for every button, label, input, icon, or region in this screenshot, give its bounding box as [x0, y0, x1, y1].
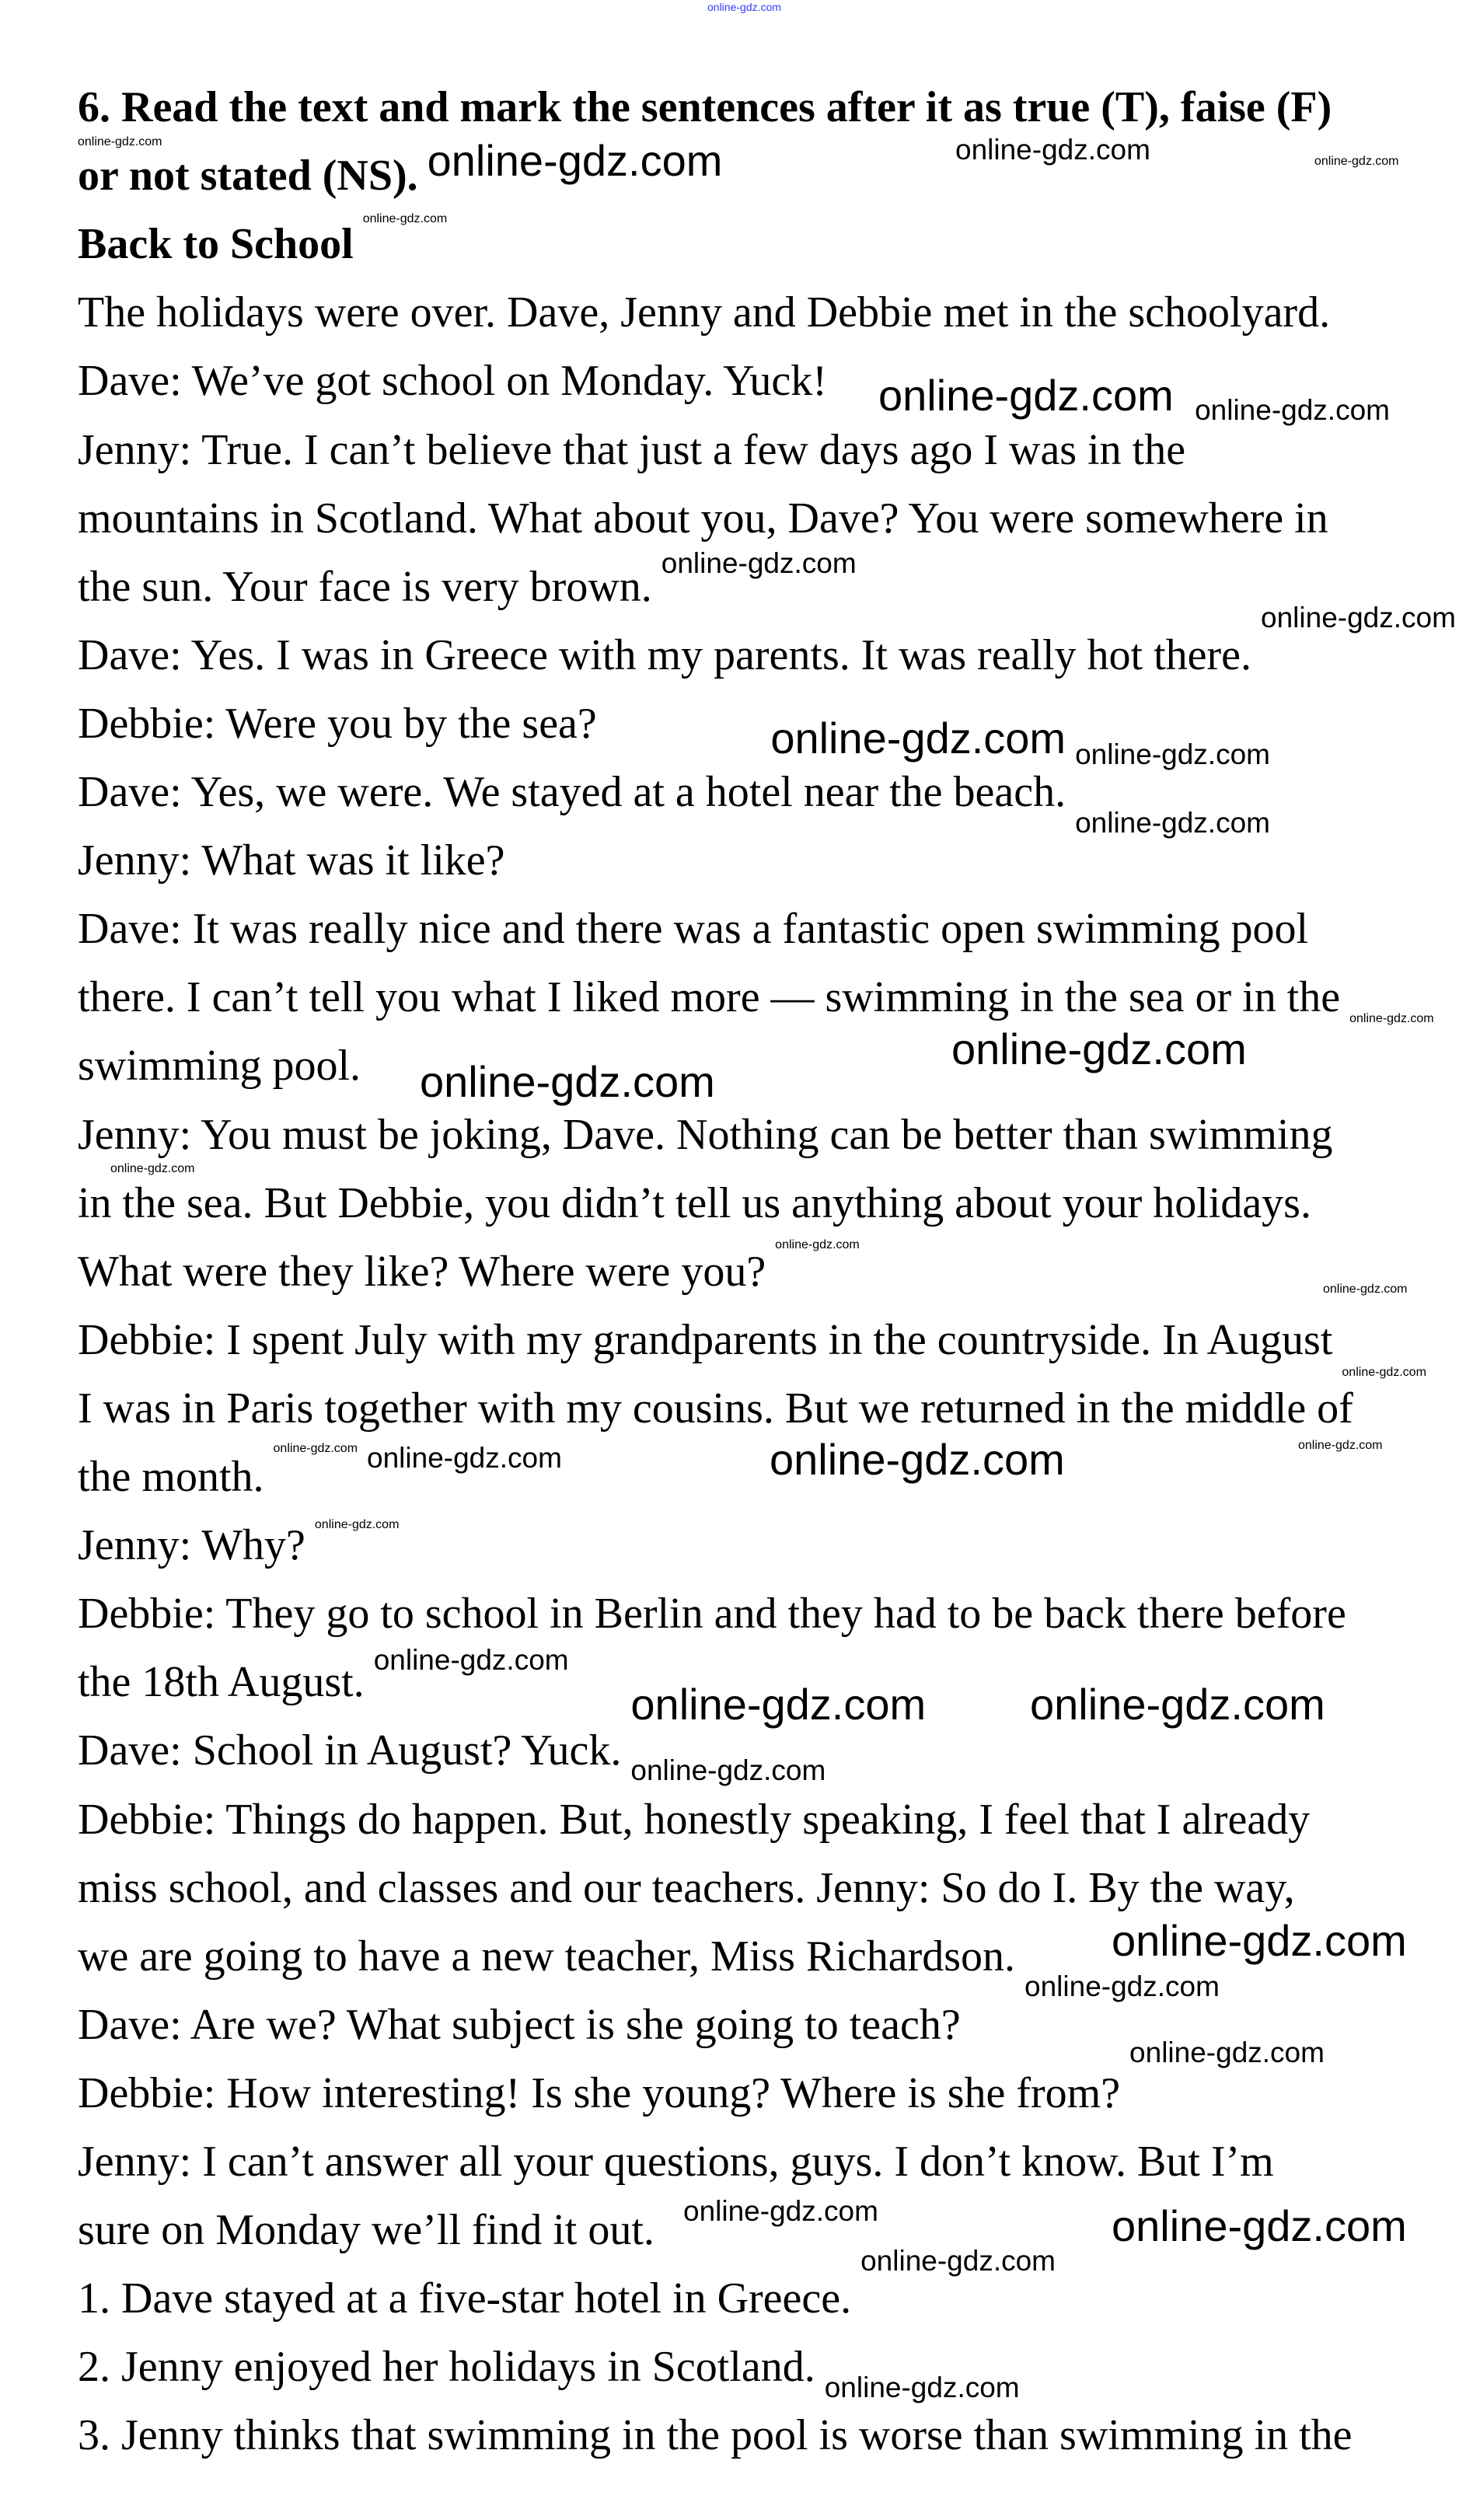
watermark: online-gdz.com: [362, 212, 448, 225]
text-line: Jenny: True. I can’t believe that just a few days ago I was in the: [78, 425, 1186, 474]
text-line: the sun. Your face is very brown.: [78, 562, 652, 611]
text-line: mountains in Scotland. What about you, Dave? You were somewhere in: [78, 494, 1328, 543]
watermark: online-gdz.com: [955, 134, 1150, 166]
text-line: Debbie: How interesting! Is she young? Where is she from?: [78, 2068, 1121, 2117]
watermark: online-gdz.com: [770, 714, 1066, 763]
watermark: online-gdz.com: [824, 2372, 1020, 2403]
watermark: online-gdz.com: [314, 1518, 400, 1531]
watermark: online-gdz.com: [1112, 2201, 1407, 2250]
watermark: online-gdz.com: [951, 1024, 1247, 1073]
text-line: Dave: We’ve got school on Monday. Yuck!: [78, 357, 827, 406]
text-line: swimming pool.: [78, 1042, 361, 1091]
text-line: Dave: Yes, we were. We stayed at a hotel near the beach.: [78, 768, 1066, 816]
task-title-line: or not stated (NS).: [78, 152, 418, 201]
watermark: online-gdz.com: [1024, 1970, 1220, 2002]
watermark: online-gdz.com: [373, 1644, 569, 1676]
watermark: online-gdz.com: [683, 2195, 878, 2227]
task-title-line: 6. Read the text and mark the sentences after it as true (T), faise (F): [78, 83, 1332, 131]
watermark: online-gdz.com: [1195, 394, 1390, 426]
watermark: online-gdz.com: [707, 1, 781, 13]
text-line: miss school, and classes and our teachers. Jenny: So do I. By the way,: [78, 1863, 1295, 1912]
watermark: online-gdz.com: [661, 547, 857, 579]
text-line: Debbie: Things do happen. But, honestly speaking, I feel that I already: [78, 1795, 1311, 1844]
text-line: in the sea. But Debbie, you didn’t tell us anything about your holidays.: [78, 1178, 1311, 1227]
watermark: online-gdz.com: [1030, 1680, 1325, 1729]
statement-item: 2. Jenny enjoyed her holidays in Scotland.: [78, 2343, 815, 2392]
text-line: The holidays were over. Dave, Jenny and Debbie met in the schoolyard.: [78, 288, 1331, 337]
watermark: online-gdz.com: [1261, 602, 1456, 633]
watermark: online-gdz.com: [1298, 1439, 1383, 1452]
text-line: Dave: School in August? Yuck.: [78, 1726, 622, 1775]
text-line: Jenny: Why?: [78, 1521, 305, 1570]
text-line: we are going to have a new teacher, Miss Richardson.: [78, 1932, 1016, 1981]
text-title: Back to School: [78, 220, 354, 269]
watermark: online-gdz.com: [78, 135, 162, 148]
text-line: Jenny: I can’t answer all your questions, guys. I don’t know. But I’m: [78, 2138, 1274, 2186]
text-line: Debbie: Were you by the sea?: [78, 699, 597, 748]
watermark: online-gdz.com: [273, 1442, 358, 1455]
watermark: online-gdz.com: [860, 2245, 1056, 2277]
watermark: online-gdz.com: [110, 1162, 195, 1175]
watermark: online-gdz.com: [1112, 1916, 1407, 1965]
watermark: online-gdz.com: [1342, 1366, 1426, 1379]
watermark: online-gdz.com: [1323, 1283, 1408, 1296]
text-line: I was in Paris together with my cousins. But we returned in the middle of: [78, 1384, 1353, 1433]
watermark: online-gdz.com: [420, 1057, 715, 1106]
watermark: online-gdz.com: [630, 1680, 927, 1729]
text-line: the 18th August.: [78, 1658, 365, 1707]
text-line: Dave: It was really nice and there was a fantastic open swimming pool: [78, 905, 1309, 954]
watermark: online-gdz.com: [775, 1238, 860, 1251]
watermark: online-gdz.com: [1314, 155, 1399, 168]
text-line: What were they like? Where were you?: [78, 1247, 766, 1296]
watermark: online-gdz.com: [427, 136, 723, 185]
watermark: online-gdz.com: [1349, 1012, 1434, 1025]
text-line: Dave: Yes. I was in Greece with my parents. It was really hot there.: [78, 630, 1252, 679]
text-line: sure on Monday we’ll find it out.: [78, 2206, 654, 2255]
text-line: Jenny: What was it like?: [78, 836, 505, 885]
watermark: online-gdz.com: [1129, 2037, 1325, 2068]
watermark: online-gdz.com: [1075, 807, 1270, 839]
text-line: there. I can’t tell you what I liked more — swimming in the sea or in the: [78, 973, 1341, 1022]
text-line: Jenny: You must be joking, Dave. Nothing can be better than swimming: [78, 1110, 1333, 1159]
watermark: online-gdz.com: [630, 1754, 826, 1786]
watermark: online-gdz.com: [770, 1435, 1065, 1484]
text-line: Dave: Are we? What subject is she going to teach?: [78, 2000, 961, 2049]
watermark: online-gdz.com: [367, 1442, 562, 1474]
text-line: Debbie: I spent July with my grandparents in the countryside. In August: [78, 1315, 1333, 1364]
watermark: online-gdz.com: [878, 371, 1174, 420]
statement-item: 3. Jenny thinks that swimming in the pool is worse than swimming in the: [78, 2411, 1353, 2460]
watermark: online-gdz.com: [1075, 738, 1270, 770]
statement-item: 1. Dave stayed at a five-star hotel in Greece.: [78, 2274, 852, 2323]
text-line: the month.: [78, 1453, 264, 1501]
text-line: Debbie: They go to school in Berlin and they had to be back there before: [78, 1590, 1346, 1639]
